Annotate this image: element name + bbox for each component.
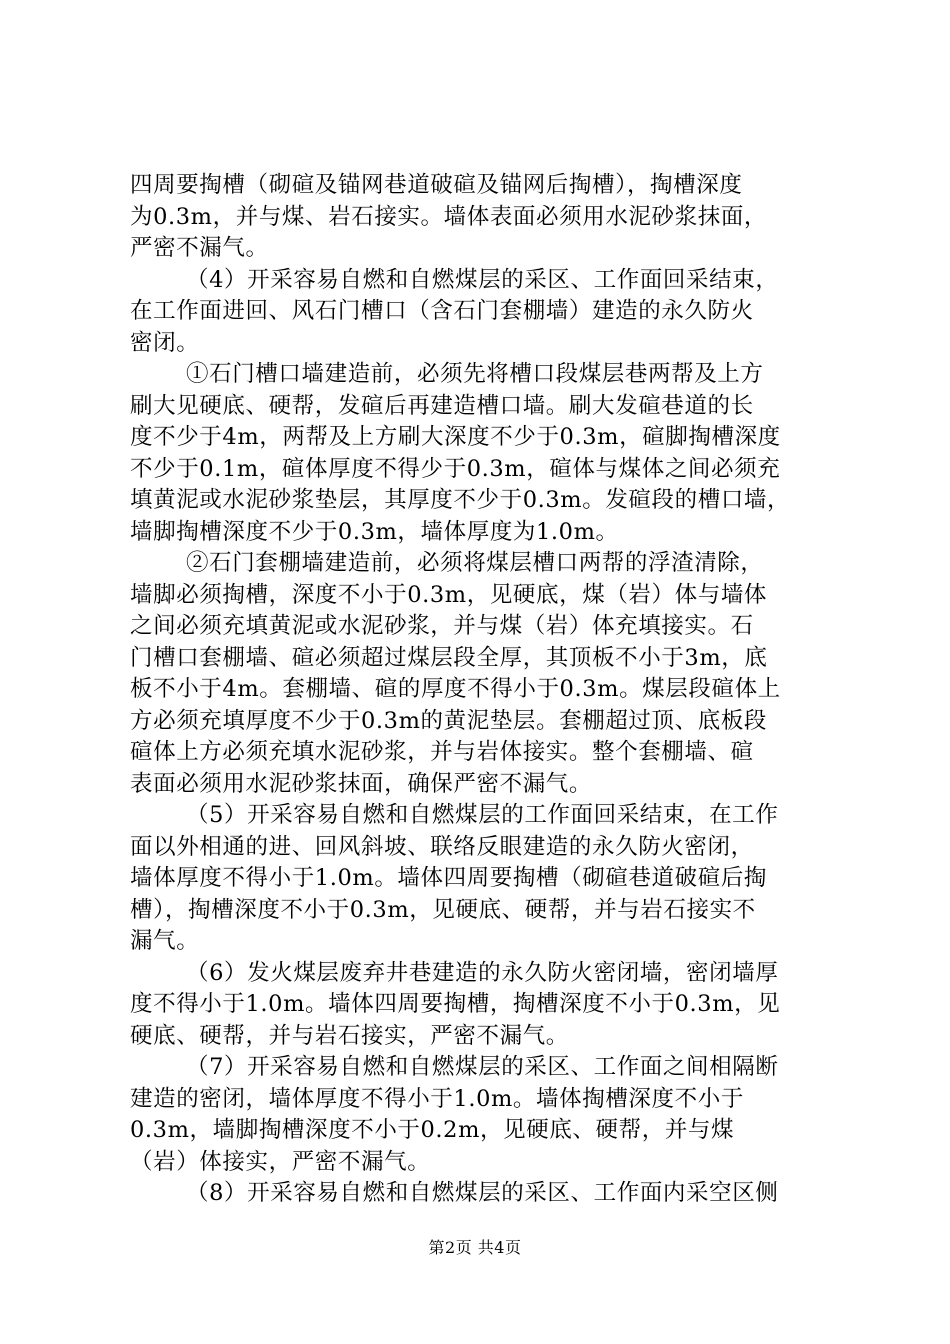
text-line: 墙体厚度不得小于1.0m。墙体四周要掏槽（砌碹巷道破碹后掏 [130,865,768,891]
text-line: 0.3m，墙脚掏槽深度不小于0.2m，见硬底、硬帮，并与煤 [130,1117,735,1143]
text-line: 墙脚必须掏槽，深度不小于0.3m，见硬底，煤（岩）体与墙体 [130,581,768,608]
text-line: ②石门套棚墙建造前，必须将煤层槽口两帮的浮渣清除， [186,550,764,576]
text-line: 墙脚掏槽深度不少于0.3m，墙体厚度为1.0m。 [130,518,619,545]
text-line: 槽），掏槽深度不小于0.3m，见硬底、硬帮，并与岩石接实不 [130,896,756,923]
text-line: （7）开采容易自燃和自燃煤层的采区、工作面之间相隔断 [186,1054,779,1080]
text-line: （8）开采容易自燃和自燃煤层的采区、工作面内采空区侧 [186,1180,779,1206]
text-line: 表面必须用水泥砂浆抹面，确保严密不漏气。 [130,770,593,797]
text-line: 面以外相通的进、回风斜坡、联络反眼建造的永久防火密闭， [130,833,754,860]
text-line: 为0.3m，并与煤、岩石接实。墙体表面必须用水泥砂浆抹面， [130,203,768,230]
text-line: （5）开采容易自燃和自燃煤层的工作面回采结束，在工作 [186,802,779,828]
text-line: 之间必须充填黄泥或水泥砂浆，并与煤（岩）体充填接实。石 [130,613,754,639]
text-line: 板不小于4m。套棚墙、碹的厚度不得小于0.3m。煤层段碹体上 [130,676,781,702]
page-footer: 第2页 共4页 [428,1238,522,1257]
text-line: ①石门槽口墙建造前，必须先将槽口段煤层巷两帮及上方 [186,361,764,387]
text-line: 漏气。 [130,928,200,954]
text-line: 严密不漏气。 [130,235,269,261]
text-line: 四周要掏槽（砌碹及锚网巷道破碹及锚网后掏槽），掏槽深度 [130,172,743,198]
text-line: （4）开采容易自燃和自燃煤层的采区、工作面回采结束， [186,266,779,293]
text-line: 度不少于4m，两帮及上方刷大深度不少于0.3m，碹脚掏槽深度 [130,424,781,450]
text-line: 硬底、硬帮，并与岩石接实，严密不漏气。 [130,1022,569,1049]
text-line: 方必须充填厚度不少于0.3m的黄泥垫层。套棚超过顶、底板段 [130,707,768,734]
document-body [130,170,830,1210]
text-line: 门槽口套棚墙、碹必须超过煤层段全厚，其顶板不小于3m，底 [130,644,768,671]
text-line: 不少于0.1m，碹体厚度不得少于0.3m，碹体与煤体之间必须充 [130,455,781,482]
text-line: 建造的密闭，墙体厚度不得小于1.0m。墙体掏槽深度不小于 [130,1085,744,1112]
text-line: （岩）体接实，严密不漏气。 [130,1148,431,1175]
text-line: 刷大见硬底、硬帮，发碹后再建造槽口墙。刷大发碹巷道的长 [130,392,754,419]
text-line: 密闭。 [130,329,200,356]
text-line: （6）发火煤层废弃井巷建造的永久防火密闭墙，密闭墙厚 [186,959,779,986]
text-line: 碹体上方必须充填水泥砂浆，并与岩体接实。整个套棚墙、碹 [130,739,754,765]
text-line: 填黄泥或水泥砂浆垫层，其厚度不少于0.3m。发碹段的槽口墙， [130,487,791,513]
text-line: 在工作面进回、风石门槽口（含石门套棚墙）建造的永久防火 [130,298,754,324]
text-line: 度不得小于1.0m。墙体四周要掏槽，掏槽深度不小于0.3m，见 [130,991,781,1017]
